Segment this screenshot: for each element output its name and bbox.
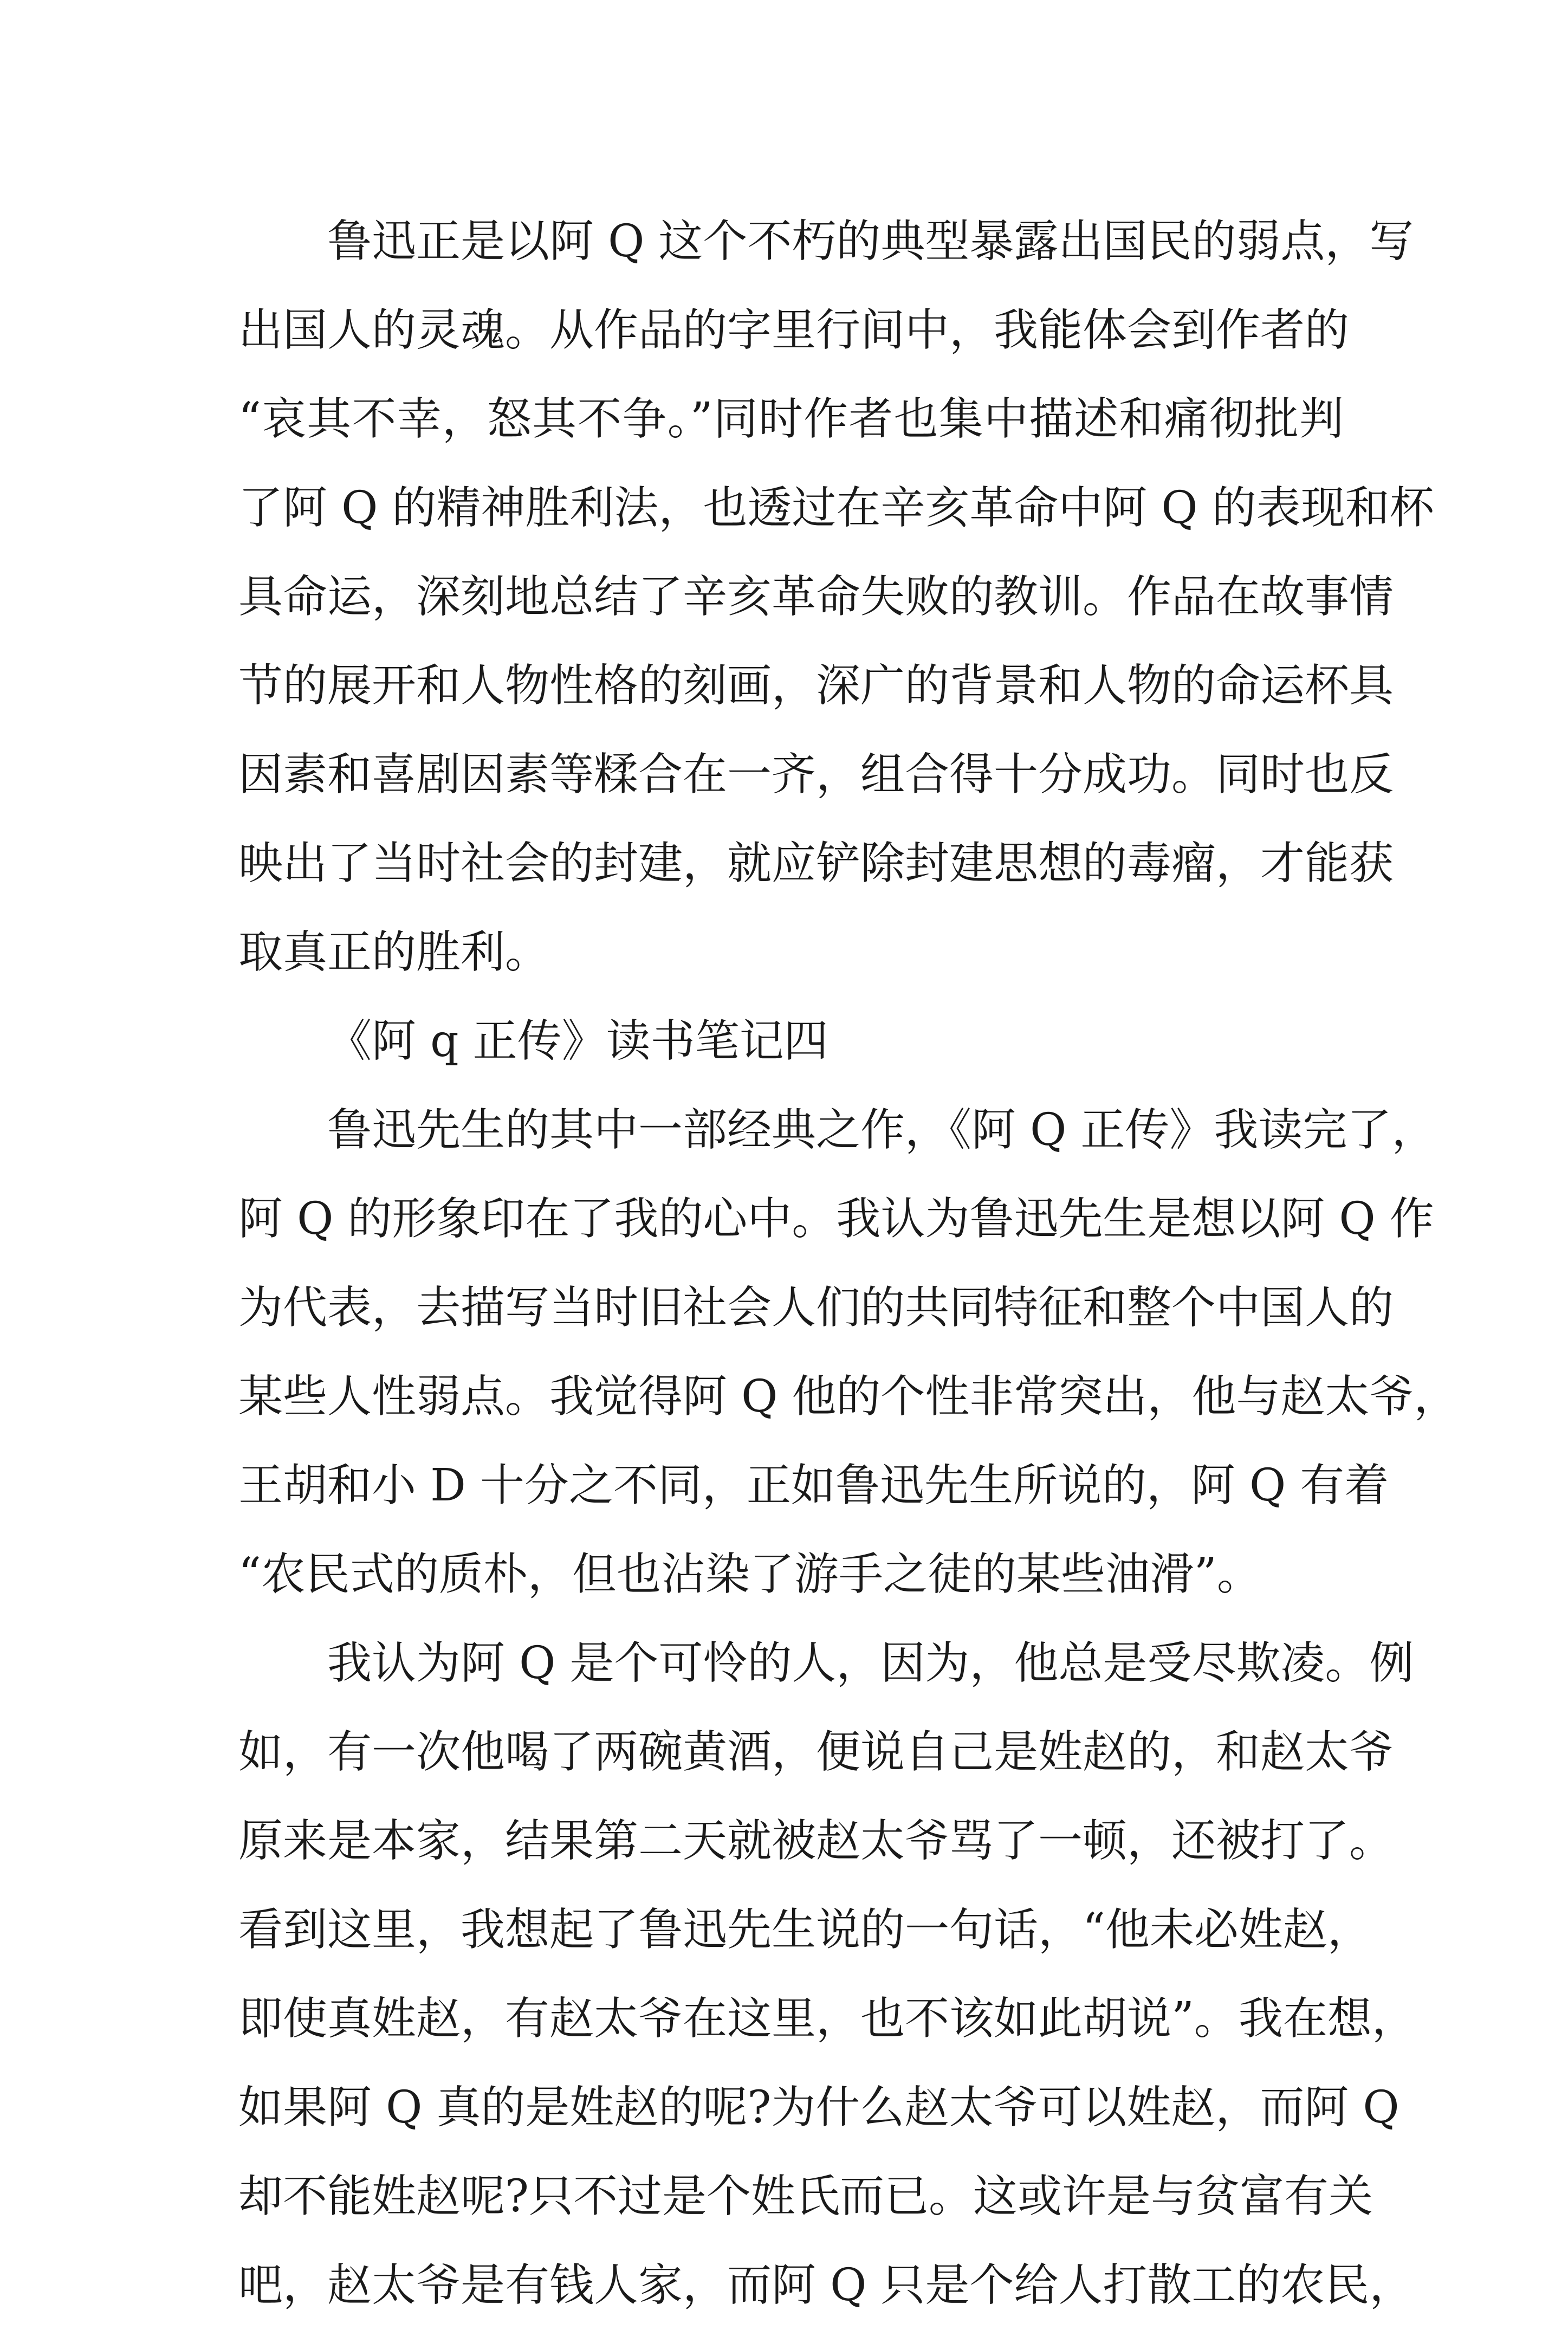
text-line: 吧，赵太爷是有钱人家，而阿 Q 只是个给人打散工的农民， <box>238 2260 1414 2311</box>
text-line: 却不能姓赵呢?只不过是个姓氏而已。这或许是与贫富有关 <box>238 2171 1373 2222</box>
text-line: 取真正的胜利。 <box>238 927 550 978</box>
text-line: 阿 Q 的形象印在了我的心中。我认为鲁迅先生是想以阿 Q 作 <box>238 1193 1434 1245</box>
text-line: 因素和喜剧因素等糅合在一齐，组合得十分成功。同时也反 <box>238 749 1394 800</box>
text-line: 了阿 Q 的精神胜利法，也透过在辛亥革命中阿 Q 的表现和杯 <box>238 482 1434 534</box>
text-line: 鲁迅正是以阿 Q 这个不朽的典型暴露出国民的弱点，写 <box>327 216 1414 267</box>
text-line: 鲁迅先生的其中一部经典之作，《阿 Q 正传》我读完了， <box>327 1104 1436 1156</box>
text-line: 如果阿 Q 真的是姓赵的呢?为什么赵太爷可以姓赵，而阿 Q <box>238 2082 1399 2133</box>
text-line: 我认为阿 Q 是个可怜的人，因为，他总是受尽欺凌。例 <box>327 1638 1414 1689</box>
text-line: 如，有一次他喝了两碗黄酒，便说自己是姓赵的，和赵太爷 <box>238 1726 1394 1778</box>
text-line: 即使真姓赵，有赵太爷在这里，也不该如此胡说”。我在想， <box>238 1993 1416 2044</box>
text-line: 具命运，深刻地总结了辛亥革命失败的教训。作品在故事情 <box>238 571 1394 623</box>
text-line: 看到这里，我想起了鲁迅先生说的一句话，“他未必姓赵， <box>238 1904 1372 1956</box>
text-line: 出国人的灵魂。从作品的字里行间中，我能体会到作者的 <box>238 305 1350 356</box>
text-line: 映出了当时社会的封建，就应铲除封建思想的毒瘤，才能获 <box>238 838 1394 889</box>
text-line: 节的展开和人物性格的刻画，深广的背景和人物的命运杯具 <box>238 660 1394 711</box>
text-line: “哀其不幸，怒其不争。”同时作者也集中描述和痛彻批判 <box>238 393 1344 445</box>
text-line: 原来是本家，结果第二天就被赵太爷骂了一顿，还被打了。 <box>238 1815 1394 1867</box>
body-text <box>238 197 1459 2330</box>
text-line: “农民式的质朴，但也沾染了游手之徒的某些油滑”。 <box>238 1549 1261 1600</box>
section-heading: 《阿 q 正传》读书笔记四 <box>327 1015 828 1067</box>
text-line: 为代表，去描写当时旧社会人们的共同特征和整个中国人的 <box>238 1282 1394 1334</box>
text-line: 某些人性弱点。我觉得阿 Q 他的个性非常突出，他与赵太爷， <box>238 1371 1459 1422</box>
text-line: 王胡和小 D 十分之不同，正如鲁迅先生所说的，阿 Q 有着 <box>238 1460 1389 1511</box>
